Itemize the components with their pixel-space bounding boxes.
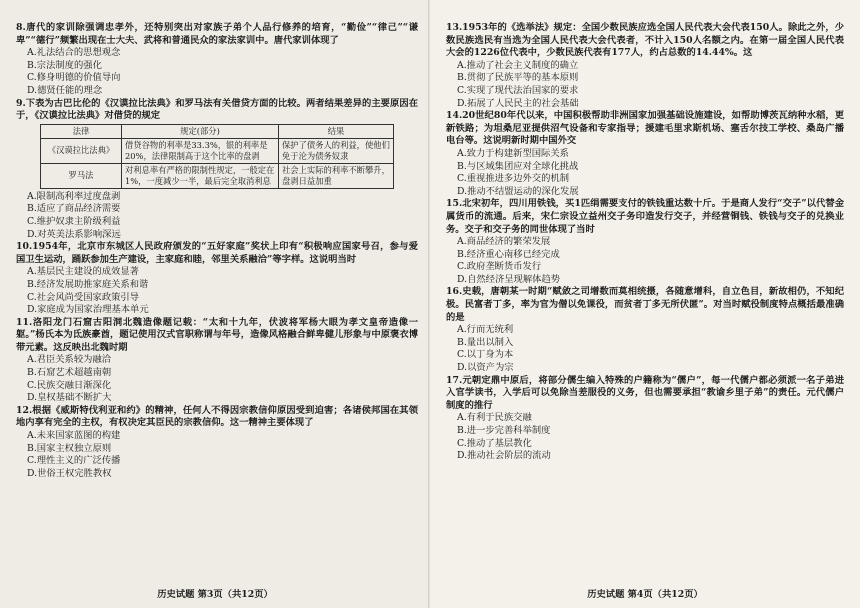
question-stem: 12.根据《威斯特伐利亚和约》的精神，任何人不得因宗教信仰原因受到迫害；各诸侯邦国在其领地内享有完全的主权，有权决定其臣民的宗教信仰。这一精神主要体现了 bbox=[16, 404, 418, 429]
option-d: D.推动不结盟运动的深化发展 bbox=[457, 185, 579, 197]
question-17 bbox=[446, 375, 844, 463]
option-d: D.对英美法系影响深远 bbox=[27, 228, 121, 240]
table-cell: 《汉谟拉比法典》 bbox=[41, 138, 122, 163]
option-a: A.有利于民族交融 bbox=[457, 412, 532, 424]
table-row bbox=[41, 163, 394, 188]
option-b: B.量出以制入 bbox=[457, 336, 514, 348]
table-cell: 罗马法 bbox=[41, 163, 122, 188]
table-header: 规定(部分) bbox=[122, 124, 279, 138]
option-a: A.礼法结合的思想观念 bbox=[27, 47, 121, 59]
page-footer: 历史试题 第4页（共12页） bbox=[587, 589, 703, 600]
option-c: C.以丁身为本 bbox=[457, 349, 514, 361]
option-c: C.维护奴隶主阶级利益 bbox=[27, 215, 121, 227]
question-10 bbox=[16, 241, 418, 317]
question-stem: 9.下表为古巴比伦的《汉谟拉比法典》和罗马法有关借贷方面的比较。两者结果差异的主要原因在于，《汉谟拉比法典》对借贷的规定 bbox=[16, 97, 418, 122]
question-15 bbox=[446, 198, 844, 286]
question-14 bbox=[446, 110, 844, 198]
question-stem: 15.北宋初年，四川用铁钱，买1匹绢需要支付的铁钱重达数十斤。于是商人发行“交子”以代替金属货币的流通。后来，宋仁宗设立益州交子务印造发行交子，并经营铜钱、铁钱与交子的兑换业务。交子和交子务的同世体现了当时 bbox=[446, 198, 844, 235]
option-d: D.世俗王权完胜教权 bbox=[27, 467, 112, 479]
question-11 bbox=[16, 317, 418, 405]
question-stem: 8.唐代的家训除强调忠孝外，还特别突出对家族子弟个人品行修养的培育，“勤俭”“律己”“谦卑”“德行”频繁出现在士大夫、武将和普通民众的家法家训中。唐代家训体现了 bbox=[16, 22, 418, 46]
option-a: A.未来国家蓝图的构建 bbox=[27, 430, 121, 442]
table-cell: 对利息率有严格的限制性规定，一般定在1%，一度减少一半，最后完全取消利息 bbox=[122, 163, 279, 188]
table-cell: 社会上实际的利率不断攀升，盘剥日益加重 bbox=[279, 163, 394, 188]
question-16 bbox=[446, 286, 844, 374]
option-b: B.进一步完善科举制度 bbox=[457, 425, 551, 436]
table-header: 结果 bbox=[279, 124, 394, 138]
option-a: A.君臣关系较为融洽 bbox=[27, 354, 112, 366]
option-b: B.经济发展助推家庭关系和谐 bbox=[27, 278, 149, 290]
option-c: C.民族交融日渐深化 bbox=[27, 379, 112, 391]
option-d: D.德贤任能的理念 bbox=[27, 84, 103, 96]
question-13 bbox=[446, 22, 844, 110]
option-d: D.推动社会阶层的流动 bbox=[457, 450, 551, 462]
option-d: D.拓展了人民民主的社会基础 bbox=[457, 97, 579, 109]
option-a: A.致力于构建新型国际关系 bbox=[457, 147, 569, 159]
option-c: C.理性主义的广泛传播 bbox=[27, 455, 121, 467]
question-stem: 10.1954年，北京市东城区人民政府颁发的“五好家庭”奖状上印有“积极响应国家号召，参与爱国卫生运动，踊跃参加生产建设，主家庭和睦，邻里关系融洽”等字样。这说明当时 bbox=[16, 241, 418, 265]
option-a: A.推动了社会主义制度的确立 bbox=[457, 59, 579, 71]
option-a: A.商品经济的繁荣发展 bbox=[457, 236, 551, 248]
question-stem: 17.元朝定鼎中原后，将部分儒生编入特殊的户籍称为“儒户”，每一代儒户都必须派一名子弟进入官学读书，入学后可以免除当差服役的义务，但也需要承担“教谕乡里子弟”的责任。元代儒户制度的推行 bbox=[446, 374, 844, 411]
question-stem: 16.史载，唐朝某一时期“赋敛之司增数而莫相统摄，各随意增科，自立色目，新故相仍，不知纪极。民富者丁多，率为官为僧以免课役，而贫者丁多无所伏匿”。对当时赋役制度特点概括最准确的是 bbox=[446, 286, 844, 323]
table-row bbox=[41, 138, 394, 163]
question-stem: 11.洛阳龙门石窟古阳洞北魏造像题记载：“太和十九年，伏波将军杨大眼为孝文皇帝造像一躯。”杨氏本为氐族豪酋，题记使用汉式官职称谓与年号，造像风格融合鲜卑健儿形象与中原褒衣博带元素。这反映出北魏时期 bbox=[16, 316, 418, 353]
option-b: B.经济重心南移已经完成 bbox=[457, 248, 560, 260]
option-d: D.家庭成为国家治理基本单元 bbox=[27, 304, 149, 316]
option-c: C.社会风尚受国家政策引导 bbox=[27, 291, 140, 303]
option-c: C.推动了基层教化 bbox=[457, 437, 532, 449]
right-page bbox=[430, 0, 860, 608]
table-cell: 借贷谷物的利率是33.3%，银的利率是20%，法律限制高于这个比率的盘剥 bbox=[122, 138, 279, 163]
option-d: D.皇权基础不断扩大 bbox=[27, 392, 112, 404]
option-b: B.石窟艺术超越南朝 bbox=[27, 367, 112, 379]
table-header: 法律 bbox=[41, 124, 122, 138]
option-b: B.国家主权独立原则 bbox=[27, 442, 112, 454]
question-9 bbox=[16, 98, 418, 242]
question-12 bbox=[16, 405, 418, 481]
option-b: B.适应了商品经济需要 bbox=[27, 203, 121, 215]
question-stem: 13.1953年的《选举法》规定：全国少数民族应选全国人民代表大会代表150人。除此之外，少数民族选民有当选为全国人民代表大会代表者，不计入150人名额之内。在第一届全国人民代表大会的1226位代表中，少数民族代表有177人，约占总数的14.44%。这 bbox=[446, 22, 844, 59]
question-8 bbox=[16, 22, 418, 98]
option-c: C.实现了现代法治国家的要求 bbox=[457, 84, 579, 96]
option-c: C.重视推进多边外交的机制 bbox=[457, 173, 570, 185]
option-d: D.以资产为宗 bbox=[457, 362, 514, 374]
option-b: B.宗法制度的强化 bbox=[27, 59, 102, 71]
option-a: A.行而无统利 bbox=[457, 324, 514, 336]
table-cell: 保护了债务人的利益，使他们免于沦为债务奴隶 bbox=[279, 138, 394, 163]
page-footer: 历史试题 第3页（共12页） bbox=[157, 589, 273, 600]
comparison-table bbox=[40, 124, 394, 189]
option-c: C.政府垄断货币发行 bbox=[457, 261, 542, 273]
option-c: C.修身明德的价值导向 bbox=[27, 72, 121, 84]
option-a: A.基层民主建设的成效显著 bbox=[27, 266, 139, 278]
question-stem: 14.20世纪80年代以来，中国积极帮助非洲国家加强基础设施建设，如帮助博茨瓦纳种水稻，更新铁路；为坦桑尼亚提供沼气设备和专家指导；援建毛里求斯机场、塞舌尔技工学校、桑岛广播电台等。这说明新时期中国外交 bbox=[446, 110, 844, 147]
option-a: A.限制高利率过度盘剥 bbox=[27, 190, 121, 202]
option-b: B.贯彻了民族平等的基本原则 bbox=[457, 72, 579, 84]
option-d: D.自然经济呈现解体趋势 bbox=[457, 273, 561, 285]
option-b: B.与区域集团应对全球化挑战 bbox=[457, 160, 579, 172]
table-header-row bbox=[41, 124, 394, 138]
